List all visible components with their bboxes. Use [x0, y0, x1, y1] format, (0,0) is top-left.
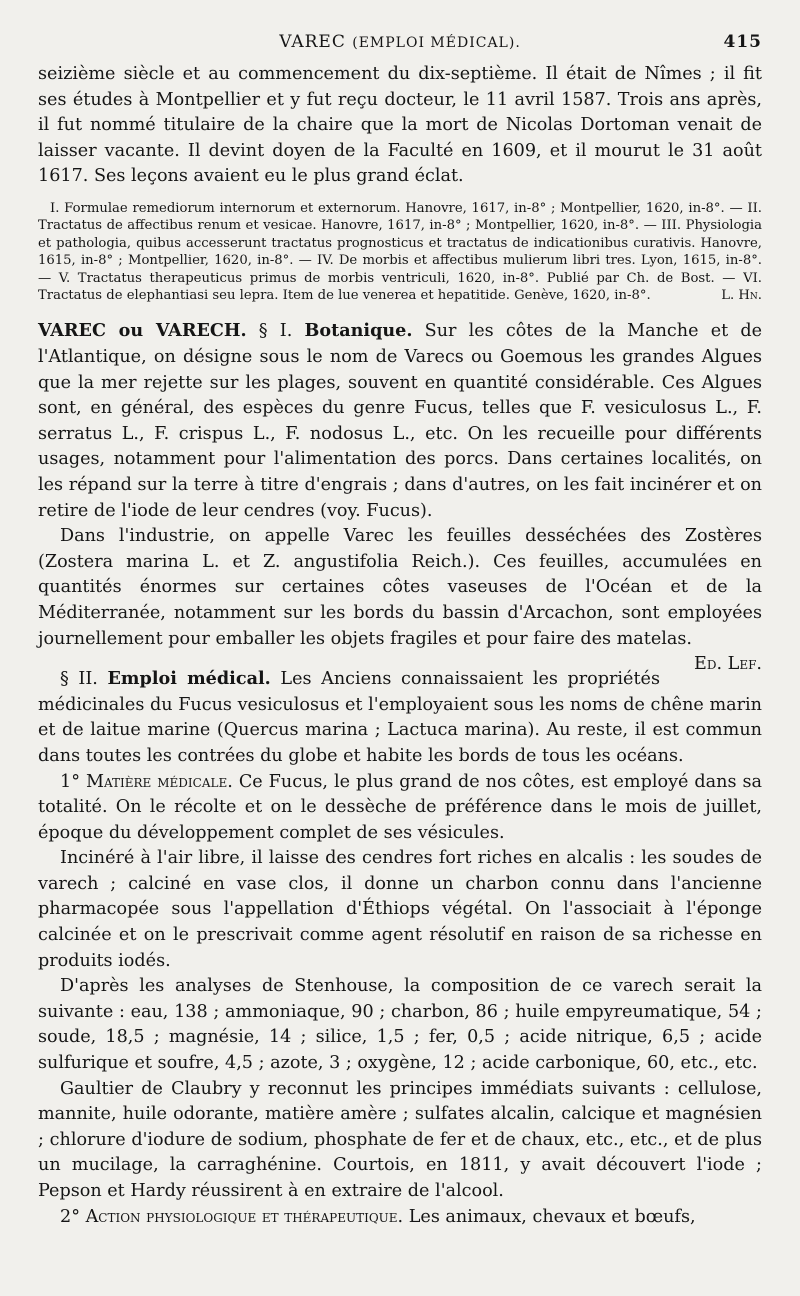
materia-medica-label: 1° Matière médicale. [60, 771, 233, 792]
bibliography-notes [38, 200, 762, 304]
materia-medica-paragraph [38, 770, 762, 847]
running-title-sub: (EMPLOI MÉDICAL). [352, 35, 521, 51]
action-text: Les animaux, chevaux et bœufs, [408, 1206, 696, 1227]
section1-number: § I. [258, 321, 293, 342]
page-number: 415 [723, 32, 762, 52]
section1-title: Botanique. [304, 320, 413, 342]
paragraph-continuation: seizième siècle et au commencement du dix-septième. Il était de Nîmes ; il fit ses études à Montpellier et y fut reçu docteur, le 11 avril 1587. Trois ans après, il fut nommé titulaire de la chaire que la mort de Nicolas Dortoman venait de laisser vacante. Il devint doyen de la Faculté en 1609, et il mourut le 31 août 1617. Ses leçons avaient eu le plus grand éclat. [38, 64, 762, 187]
action-paragraph [38, 1205, 762, 1231]
section2-title: Emploi médical. [107, 668, 271, 690]
industry-paragraph [38, 524, 762, 675]
varec-article [38, 318, 762, 1230]
varec-botany-paragraph [38, 318, 762, 524]
section2-text: Les Anciens connaissaient les propriétés médicinales du Fucus vesiculosus et l'employaient sous les noms de chêne marin et de laitue marine (Quercus marina ; Lactuca marina). Au reste, il est commun dans toutes les contrées du globe et habite les bords de tous les océans. [38, 669, 762, 766]
section2-number: § II. [60, 669, 98, 690]
medical-intro-paragraph [38, 666, 762, 769]
section1-signature: Ed. Lef. [693, 654, 762, 675]
principles-paragraph: Gaultier de Claubry y reconnut les principes immédiats suivants : cellulose, mannite, huile odorante, matière amère ; sulfates alcalin, calcique et magnésien ; chlorure d'iodure de sodium, phosphate de fer et de chaux, etc., etc., et de plus un mucilage, la carraghénine. Courtois, en 1811, y avait découvert l'iode ; Pepson et Hardy réussirent à en extraire de l'alcool. [38, 1078, 762, 1201]
main-text [38, 62, 762, 190]
running-head [38, 32, 762, 62]
bibliography-list [38, 200, 762, 304]
section1-text: Sur les côtes de la Manche et de l'Atlantique, on désigne sous le nom de Varecs ou Goemous les grandes Algues que la mer rejette sur les plages, souvent en quantité considérable. Ces Algues sont, en général, des espèces du genre Fucus, telles que F. vesiculosus L., F. serratus L., F. crispus L., F. nodosus L., etc. On les recueille pour différents usages, notamment pour l'alimentation des porcs. Dans certaines localités, on les répand sur la terre à titre d'engrais ; dans d'autres, on les fait incinérer et on retire de l'iode de leur cendres (voy. Fucus). [38, 321, 763, 521]
industry-text: Dans l'industrie, on appelle Varec les feuilles desséchées des Zostères (Zostera marina L. et Z. angustifolia Reich.). Ces feuilles, accumulées en quantités énormes sur certaines côtes vaseuses de l'Océan et de la Méditerranée, notamment sur les bords du bassin d'Arcachon, sont employées journellement pour emballer les objets fragiles et pour faire des matelas. [38, 526, 762, 649]
running-title [38, 32, 762, 52]
article-heading: VAREC ou VARECH. [38, 320, 247, 342]
bibliography-text: I. Formulae remediorum internorum et externorum. Hanovre, 1617, in-8° ; Montpellier, 1620, in-8°. — II. Tractatus de affectibus renum et vesicae. Hanovre, 1617, in-8° ; Montpellier, 1620, in-8°. — III. Physiologia et pathologia, quibus accesserunt tractatus prognosticus et tractatus de indicationibus curativis. Hanovre, 1615, in-8° ; Montpellier, 1620, in-8°. — IV. De morbis et affectibus mulierum libri tres. Lyon, 1615, in-8°. — V. Tractatus therapeuticus primus de morbis ventriculi, 1620, in-8°. Publié par Ch. de Bost. — VI. Tractatus de elephantiasi seu lepra. Item de lue venerea et hepatitide. Genève, 1620, in-8°. [38, 200, 762, 303]
materia-medica-text: Ce Fucus, le plus grand de nos côtes, est employé dans sa totalité. On le récolte et on le dessèche de préférence dans le mois de juillet, époque du développement complet de ses vésicules. [38, 771, 763, 843]
running-title-main: VAREC [279, 32, 346, 52]
notes-signature: L. Hn. [721, 288, 762, 303]
composition-paragraph: D'après les analyses de Stenhouse, la composition de ce varech serait la suivante : eau, 138 ; ammoniaque, 90 ; charbon, 86 ; huile empyreumatique, 54 ; soude, 18,5 ; magnésie, 14 ; silice, 1,5 ; fer, 0,5 ; acide nitrique, 6,5 ; acide sulfurique et soufre, 4,5 ; azote, 3 ; oxygène, 12 ; acide carbonique, 60, etc., etc. [38, 976, 762, 1074]
action-label: 2° Action physiologique et thérapeutique. [60, 1206, 404, 1227]
incineration-paragraph: Incinéré à l'air libre, il laisse des cendres fort riches en alcalis : les soudes de varech ; calciné en vase clos, il donne un charbon connu dans l'ancienne pharmacopée sous l'appellation d'Éthiops végétal. On l'associait à l'éponge calcinée et on le prescrivait comme agent résolutif en raison de sa richesse en produits iodés. [38, 848, 762, 971]
